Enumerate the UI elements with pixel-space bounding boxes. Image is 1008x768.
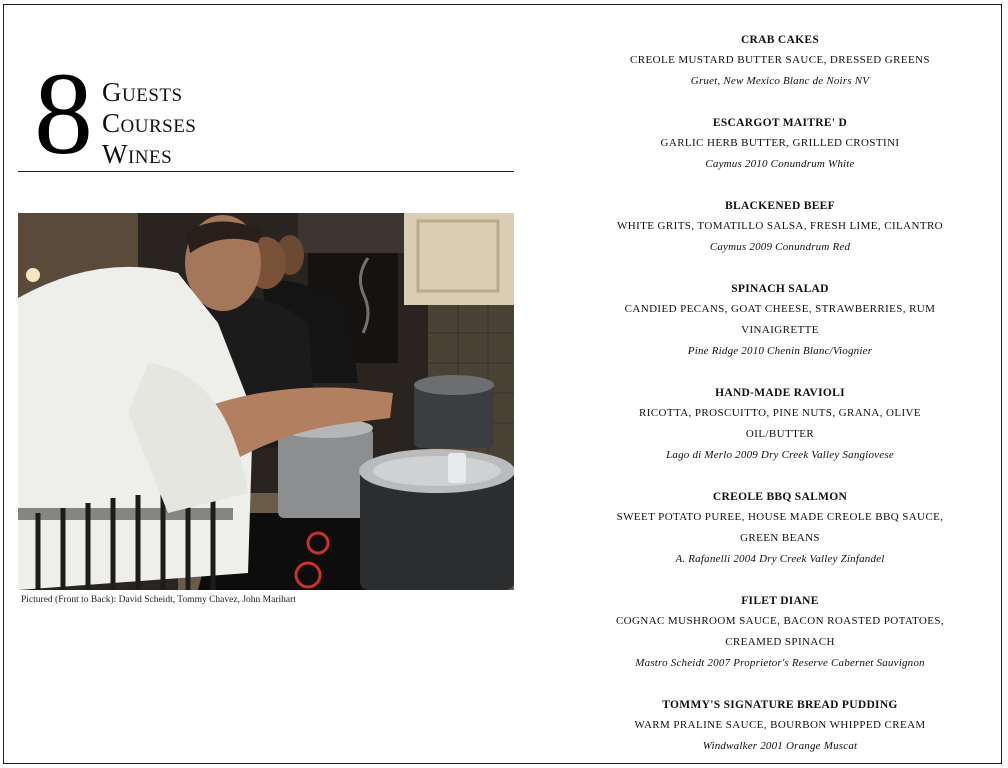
course-description: GARLIC HERB BUTTER, GRILLED CROSTINI [660, 137, 900, 149]
course-title: CRAB CAKES [740, 34, 820, 46]
chefs-photo [18, 213, 514, 590]
course-description: COGNAC MUSHROOM SAUCE, BACON ROASTED POTATOES, CREAMED SPINACH [615, 615, 945, 648]
course-wine: Caymus 2010 Conundrum White [705, 158, 855, 170]
course-wine: Gruet, New Mexico Blanc de Noirs NV [690, 75, 870, 87]
course-description: RICOTTA, PROSCUITTO, PINE NUTS, GRANA, OLIVE OIL/BUTTER [638, 407, 922, 440]
course-wine: Mastro Scheidt 2007 Proprietor's Reserve Cabernet Sauvignon [635, 657, 925, 669]
chefs-photo-illustration [18, 213, 514, 590]
course-description: SWEET POTATO PUREE, HOUSE MADE CREOLE BBQ SAUCE, GREEN BEANS [616, 511, 944, 544]
course-wine: Lago di Merlo 2009 Dry Creek Valley Sangiovese [666, 449, 894, 461]
course-title: CREOLE BBQ SALMON [712, 491, 848, 503]
course-item [594, 487, 966, 591]
course-title: BLACKENED BEEF [725, 200, 835, 212]
course-wine: Windwalker 2001 Orange Muscat [702, 740, 858, 752]
masthead [34, 48, 524, 179]
course-item [594, 196, 966, 279]
course-description: CANDIED PECANS, GOAT CHEESE, STRAWBERRIES, RUM VINAIGRETTE [624, 303, 936, 336]
masthead-word-guests: guests [102, 77, 183, 107]
course-title: FILET DIANE [741, 595, 819, 607]
course-title: ESCARGOT MAITRE' D [712, 117, 848, 129]
course-wine: A. Rafanelli 2004 Dry Creek Valley Zinfandel [675, 553, 885, 565]
course-wine: Pine Ridge 2010 Chenin Blanc/Viognier [687, 345, 873, 357]
masthead-word-wines: Wines [102, 139, 173, 169]
course-description: CREOLE MUSTARD BUTTER SAUCE, DRESSED GREENS [630, 54, 930, 66]
course-title: HAND-MADE RAVIOLI [715, 387, 845, 399]
masthead-divider [18, 171, 514, 172]
course-description: WARM PRALINE SAUCE, BOURBON WHIPPED CREAM [634, 719, 926, 731]
course-item [594, 30, 966, 113]
masthead-words [102, 77, 196, 170]
course-item [594, 113, 966, 196]
photo-caption: Pictured (Front to Back): David Scheidt, Tommy Chavez, John Marihart [21, 595, 296, 605]
menu-page [3, 4, 1002, 764]
course-description: WHITE GRITS, TOMATILLO SALSA, FRESH LIME, CILANTRO [616, 220, 944, 232]
course-title: SPINACH SALAD [731, 283, 829, 295]
course-item [594, 279, 966, 383]
course-item [594, 695, 966, 757]
menu-list [594, 30, 966, 757]
course-wine: Caymus 2009 Conundrum Red [709, 241, 851, 253]
masthead-number: 8 [34, 48, 93, 179]
course-title: TOMMY'S SIGNATURE BREAD PUDDING [662, 699, 898, 711]
course-item [594, 591, 966, 695]
course-item [594, 383, 966, 487]
masthead-word-courses: Courses [102, 108, 197, 138]
